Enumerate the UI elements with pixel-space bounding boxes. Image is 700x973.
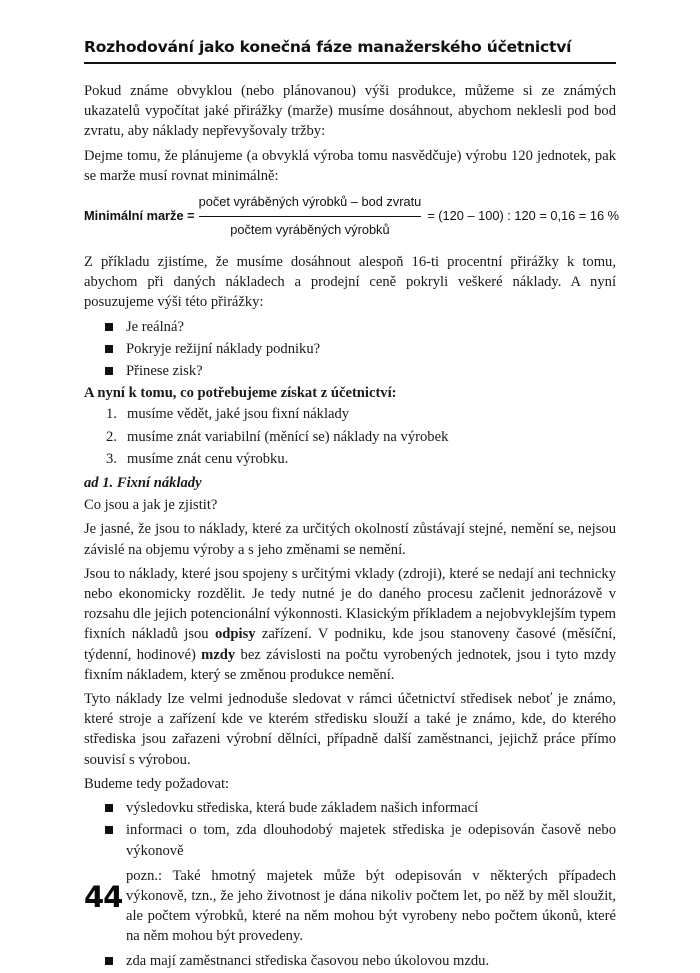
requirements-list-tail	[84, 951, 616, 971]
paragraph-intro: Pokud známe obvyklou (nebo plánovanou) výši produkce, můžeme si ze známých ukazatelů vypočítat jaké přirážky (marže) musíme dosáhnout, abychom neklesli pod bod zvratu, aby náklady nepřevyšovaly tržby:	[84, 83, 616, 140]
running-header: Rozhodování jako konečná fáze manažerského účetnictví	[84, 38, 572, 56]
list-item: zda mají zaměstnanci střediska časovou nebo úkolovou mzdu.	[84, 951, 616, 971]
square-bullet-icon	[105, 367, 113, 375]
needs-list	[84, 404, 616, 469]
question-list	[84, 317, 616, 382]
term-mzdy: mzdy	[201, 646, 236, 663]
list-item: Pokryje režijní náklady podniku?	[84, 339, 616, 359]
paragraph-result: Z příkladu zjistíme, že musíme dosáhnout alespoň 16-ti procentní přirážky k tomu, abychom při daných nákladech a prodejní ceně pokryli veškeré náklady. A nyní posuzujeme výši této přirážky:	[84, 254, 616, 311]
section-paragraph-3: Tyto náklady lze velmi jednoduše sledovat v rámci účetnictví středisek neboť je známo, které stroje a zařízení kde ve kterém středisku slouží a také je známo, kde, do kterého střediska jsou zařazeni výrobní dělníci, případně další zaměstnanci, jejichž práce přímo souvisí s výrobou.	[84, 691, 616, 768]
list-item: 1. musíme vědět, jaké jsou fixní náklady	[106, 406, 350, 423]
square-bullet-icon	[105, 323, 113, 331]
list-item: Je reálná?	[84, 317, 616, 337]
square-bullet-icon	[105, 826, 113, 834]
header-rule	[84, 62, 616, 64]
page-number: 44	[84, 880, 123, 914]
square-bullet-icon	[105, 957, 113, 965]
formula-numerator: počet vyráběných výrobků – bod zvratu	[199, 192, 422, 216]
term-odpisy: odpisy	[214, 626, 256, 643]
section-heading: ad 1. Fixní náklady	[84, 475, 202, 492]
square-bullet-icon	[105, 804, 113, 812]
list-item: 3. musíme znát cenu výrobku.	[106, 450, 289, 467]
list-item: informaci o tom, zda dlouhodobý majetek střediska je odepisován časově nebo výkonově	[84, 820, 616, 860]
paragraph-example: Dejme tomu, že plánujeme (a obvyklá výroba tomu nasvědčuje) výrobu 120 jednotek, pak se marže musí rovnat minimálně:	[84, 147, 616, 184]
formula-denominator: počtem vyráběných výrobků	[230, 221, 390, 237]
note-paragraph: pozn.: Také hmotný majetek může být odepisován v některých případech výkonově, tzn., že jeho životnost je dána nikoliv počtem let, po něž by měl sloužit, ale počtem výrobků, které na něm mohou být vyrobeny nebo počtem úkonů, které na něm mohou být provedeny.	[126, 867, 616, 945]
margin-formula	[84, 194, 619, 238]
section-paragraph-4: Budeme tedy požadovat:	[84, 775, 230, 792]
list-item: Přinese zisk?	[84, 361, 616, 381]
formula-rhs: = (120 – 100) : 120 = 0,16 = 16 %	[427, 207, 619, 223]
formula-fraction	[199, 192, 422, 239]
section-paragraph-2: Jsou to náklady, které jsou spojeny s určitými vklady (zdroji), které se nedají ani technicky nebo ekonomicky rozdělit. Je tedy nutné je do daného procesu začlenit jednorázově v rozsahu dle jejich potencionální výkonnosti. Klasickým příkladem a nejobvyklejším typem fixních nákladů jsou odpisy zařízení. V podniku, kde jsou stanoveny časové (měsíční, týdenní, hodinové) mzdy bez závislosti na počtu vyrobených jednotek, jsou i tyto mzdy fixním nákladem, který se změnou produkce nemění.	[84, 565, 617, 683]
section-paragraph-1: Je jasné, že jsou to náklady, které za určitých okolností zůstávají stejné, nemění se, nejsou závislé na objemu výroby a s jeho změnami se nemění.	[84, 521, 616, 558]
requirements-list	[84, 798, 616, 861]
section-question: Co jsou a jak je zjistit?	[84, 497, 218, 514]
list-item: výsledovku střediska, která bude základem našich informací	[84, 798, 616, 818]
needs-heading: A nyní k tomu, co potřebujeme získat z účetnictví:	[84, 385, 397, 402]
page-body	[84, 81, 619, 973]
square-bullet-icon	[105, 345, 113, 353]
formula-lhs: Minimální marže =	[84, 207, 195, 223]
list-item: 2. musíme znát variabilní (měnící se) náklady na výrobek	[106, 428, 449, 445]
